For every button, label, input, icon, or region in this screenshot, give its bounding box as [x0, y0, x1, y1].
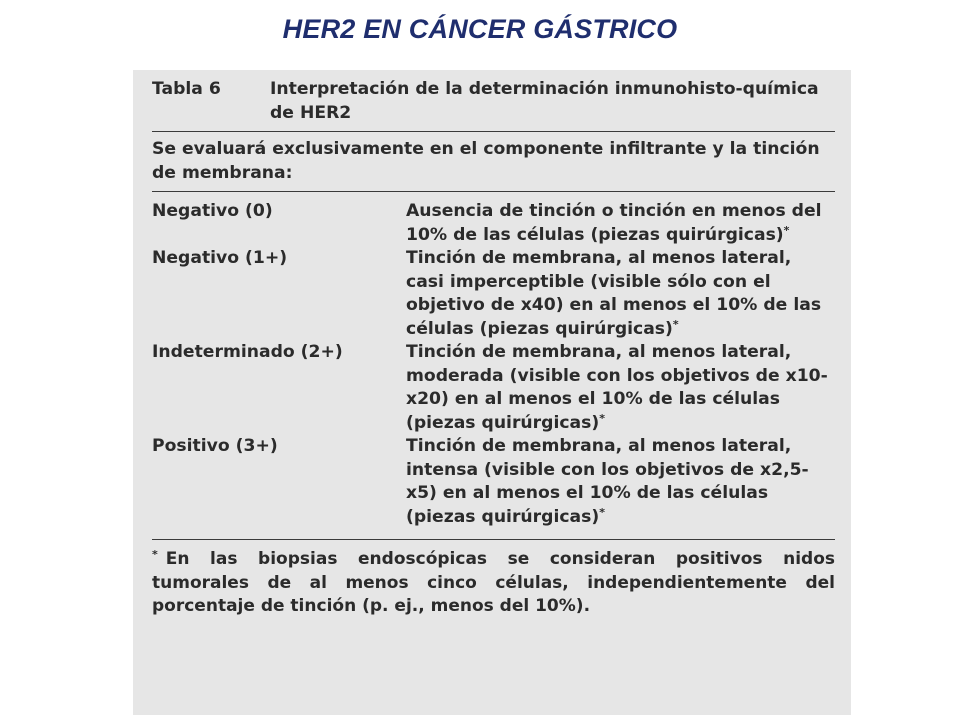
table-body: [152, 192, 835, 529]
scope-note: Se evaluará exclusivamente en el componente infiltrante y la tinción de membrana:: [152, 139, 820, 183]
footnote-text: En las biopsias endoscópicas se consideran positivos nidos tumorales de al menos cinco células, independientemente del porcentaje de tinción (p. ej., menos del 10%).: [152, 549, 835, 616]
footnote-marker: *: [152, 548, 158, 561]
table-caption-text: Interpretación de la determinación inmunohisto-química de HER2: [270, 79, 819, 123]
table-content: [152, 78, 835, 619]
footnote-marker: *: [783, 223, 790, 237]
score-description: Tinción de membrana, al menos lateral, casi imperceptible (visible sólo con el objetivo de x40) en al menos el 10% de las células (piezas quirúrgicas)*: [406, 248, 822, 339]
footnote-marker: *: [599, 505, 605, 519]
footnote-marker: *: [672, 317, 679, 331]
score-description: Ausencia de tinción o tinción en menos del 10% de las células (piezas quirúrgicas)*: [406, 201, 822, 245]
score-label: Positivo (3+): [152, 436, 278, 456]
score-label: Negativo (1+): [152, 248, 288, 268]
slide-title: HER2 EN CÁNCER GÁSTRICO: [282, 14, 678, 44]
table-panel: [133, 70, 851, 715]
table-caption: [152, 78, 835, 131]
score-label: Negativo (0): [152, 201, 273, 221]
table-row: [152, 247, 835, 341]
score-description: Tinción de membrana, al menos lateral, intensa (visible con los objetivos de x2,5-x5) en al menos el 10% de las células (piezas quirúrgicas)*: [406, 436, 809, 527]
table-row: [152, 200, 835, 247]
footnote-marker: *: [599, 411, 605, 425]
table-label: Tabla 6: [152, 79, 221, 99]
score-description: Tinción de membrana, al menos lateral, moderada (visible con los objetivos de x10-x20) en al menos el 10% de las células (piezas quirúrgicas)*: [406, 342, 828, 433]
table-footnote: [152, 540, 835, 619]
table-row: [152, 435, 835, 529]
table-row: [152, 341, 835, 435]
score-label: Indeterminado (2+): [152, 342, 343, 362]
